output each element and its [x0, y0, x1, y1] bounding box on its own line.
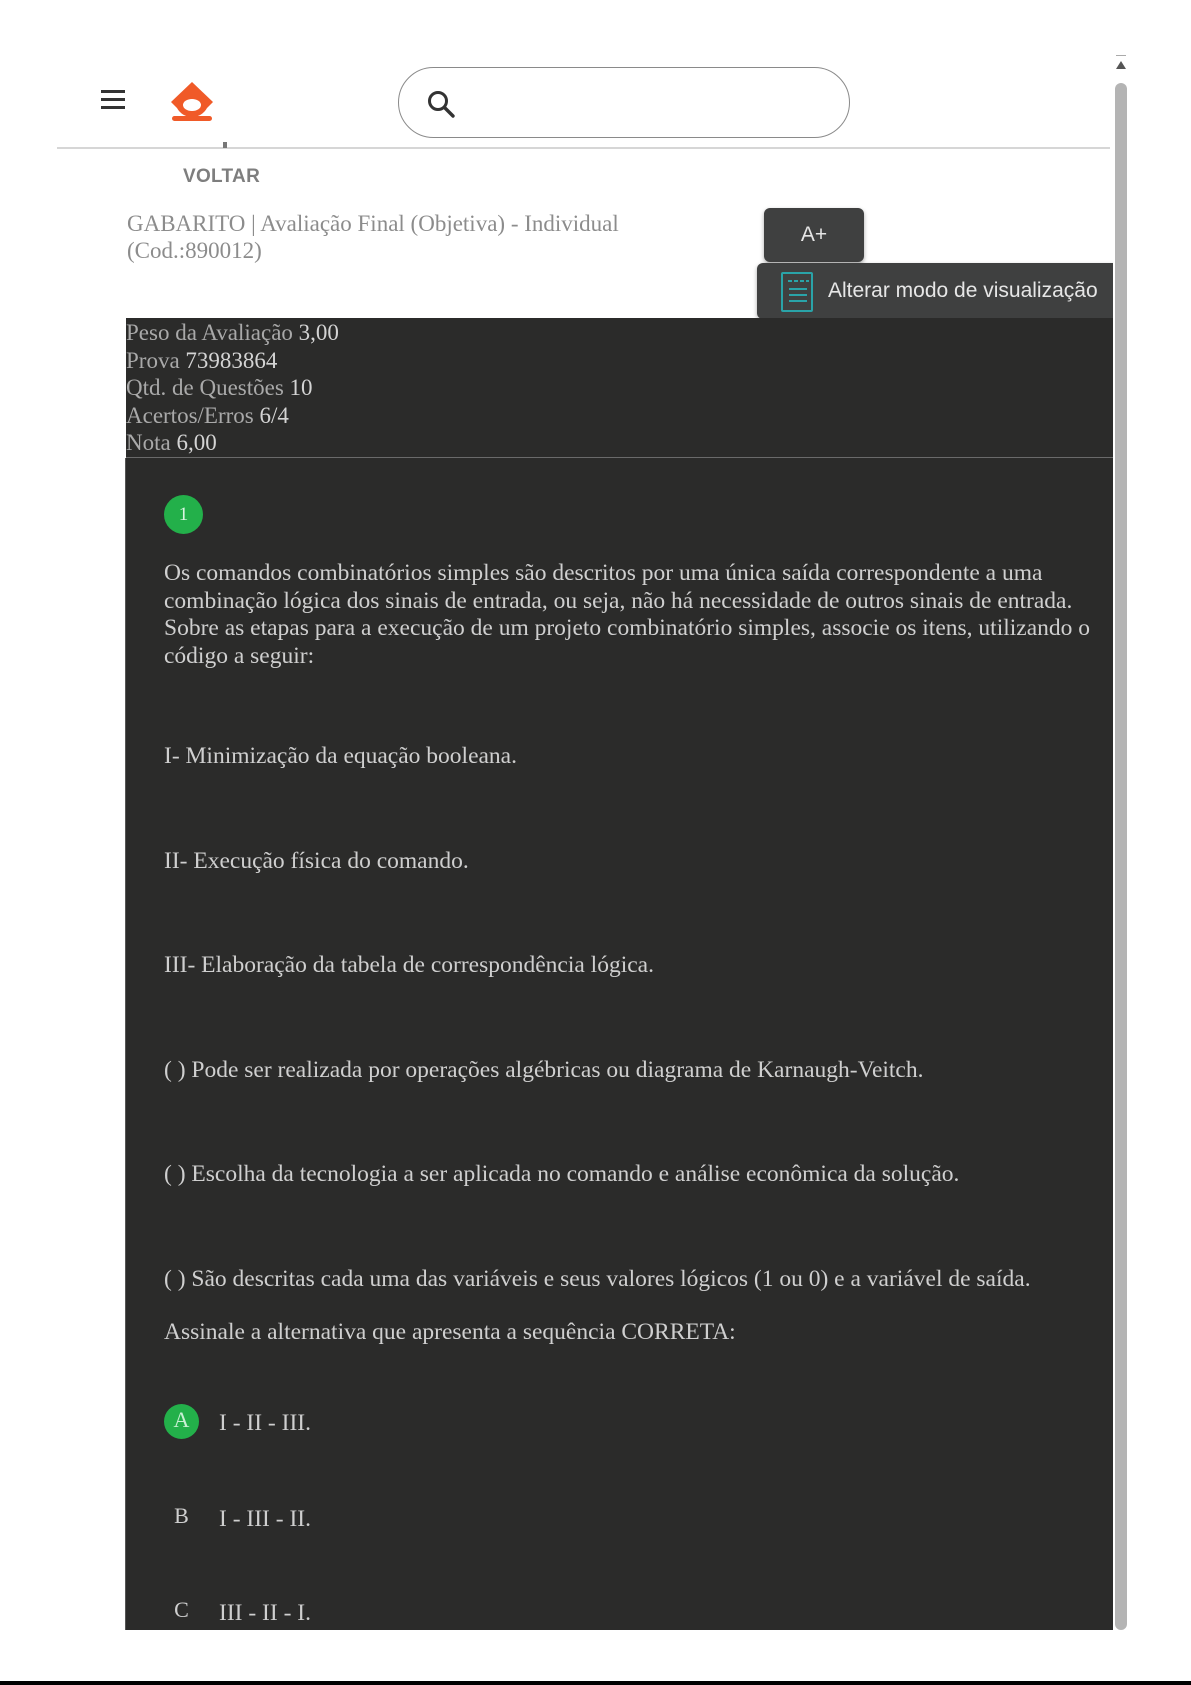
- info-value: 3,00: [298, 320, 339, 345]
- vertical-scrollbar[interactable]: [1113, 55, 1129, 1630]
- question-prompt: Assinale a alternativa que apresenta a sequência CORRETA:: [164, 1319, 736, 1345]
- view-mode-label: Alterar modo de visualização: [828, 279, 1098, 302]
- scroll-up-arrow-icon[interactable]: [1114, 55, 1128, 73]
- question-statement: [164, 560, 1128, 670]
- font-increase-button[interactable]: A+: [764, 208, 864, 262]
- info-label: Qtd. de Questões: [126, 375, 284, 401]
- info-value: 73983864: [185, 347, 278, 373]
- search-input[interactable]: [469, 82, 829, 124]
- info-row-exam: [126, 347, 1128, 375]
- statement-line: Sobre as etapas para a execução de um projeto combinatório simples, associe os itens, utilizando o: [164, 615, 1091, 641]
- info-label: Prova: [126, 347, 180, 373]
- association-item: ( ) São descritas cada uma das variáveis e seus valores lógicos (1 ou 0) e a variável de saída.: [164, 1266, 1031, 1292]
- change-view-mode-button[interactable]: [757, 263, 1127, 319]
- question-card: [125, 458, 1128, 1630]
- hamburger-menu-icon[interactable]: [101, 90, 127, 112]
- alternative-a[interactable]: [164, 1404, 864, 1444]
- info-value: 10: [289, 375, 313, 401]
- alternative-text: III - II - I.: [219, 1600, 311, 1626]
- info-label: Acertos/Erros: [126, 402, 254, 428]
- item-i: I- Minimização da equação booleana.: [164, 743, 517, 769]
- statement-line: Os comandos combinatórios simples são descritos por uma única saída correspondente a uma: [164, 560, 1043, 586]
- brand-logo[interactable]: [167, 80, 217, 126]
- info-row-grade: [126, 429, 1128, 457]
- item-iii: III- Elaboração da tabela de correspondência lógica.: [164, 952, 654, 978]
- top-header: [57, 0, 1110, 149]
- info-row-weight: [126, 319, 1128, 347]
- back-button[interactable]: VOLTAR: [183, 166, 261, 187]
- statement-line: combinação lógica dos sinais de entrada, ou seja, não há necessidade de outros sinais de entrada.: [164, 587, 1073, 614]
- alternative-text: I - II - III.: [219, 1410, 311, 1436]
- association-item: ( ) Pode ser realizada por operações algébricas ou diagrama de Karnaugh-Veitch.: [164, 1057, 924, 1083]
- alternative-letter-correct: A: [164, 1404, 199, 1439]
- exam-info-panel: [126, 318, 1128, 458]
- info-label: Peso da Avaliação: [126, 320, 293, 345]
- alternative-letter: B: [174, 1503, 189, 1528]
- search-bar[interactable]: [398, 67, 850, 138]
- alternative-c[interactable]: [164, 1594, 864, 1630]
- info-value: 6/4: [259, 402, 289, 428]
- question-number-badge: 1: [164, 495, 203, 534]
- alternative-text: I - III - II.: [219, 1506, 311, 1532]
- item-ii: II- Execução física do comando.: [164, 848, 469, 874]
- page-viewport: [57, 0, 1128, 1630]
- document-icon: [781, 272, 813, 312]
- search-icon: [426, 89, 456, 119]
- association-item: ( ) Escolha da tecnologia a ser aplicada no comando e análise econômica da solução.: [164, 1161, 960, 1187]
- scrolled-text-fragment: [215, 142, 235, 150]
- info-value: 6,00: [176, 430, 217, 456]
- info-label: Nota: [126, 430, 171, 456]
- info-row-score-ratio: [126, 402, 1128, 430]
- info-row-question-count: [126, 374, 1128, 402]
- bottom-edge: [0, 1681, 1191, 1685]
- alternative-letter: C: [174, 1597, 189, 1622]
- statement-line: código a seguir:: [164, 642, 315, 669]
- exam-title: GABARITO | Avaliação Final (Objetiva) - Individual (Cod.:890012): [127, 211, 619, 263]
- scroll-thumb[interactable]: [1115, 83, 1127, 1630]
- alternative-b[interactable]: [164, 1500, 864, 1540]
